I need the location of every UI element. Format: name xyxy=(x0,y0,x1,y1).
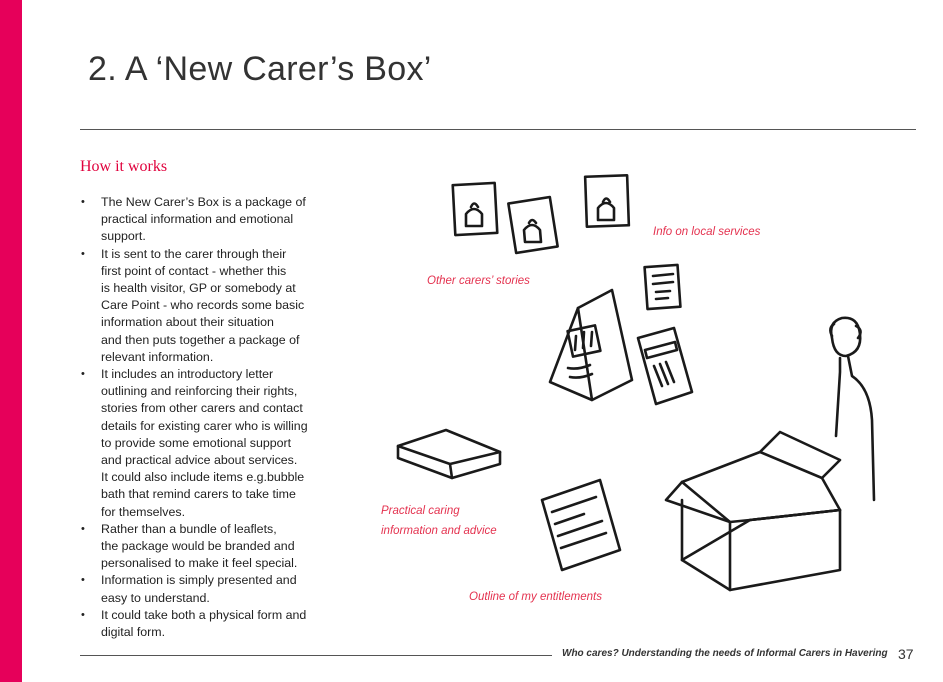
page-number: 37 xyxy=(898,646,914,662)
section-heading: How it works xyxy=(80,158,168,175)
footer-divider xyxy=(80,655,552,656)
bullet-list xyxy=(80,194,350,641)
new-carers-box-illustration xyxy=(370,160,915,640)
footer-title: Who cares? Understanding the needs of Informal Carers in Havering xyxy=(562,648,888,659)
open-box-icon xyxy=(666,432,840,590)
bullet-item: • The New Carer’s Box is a package of practical information and emotional support. xyxy=(80,194,350,246)
label-entitlements: Outline of my entitlements xyxy=(469,591,602,603)
document-icon xyxy=(542,480,620,570)
bullet-item: • It could take both a physical form and digital form. xyxy=(80,607,350,641)
portrait-frame-icon xyxy=(508,197,557,253)
title-divider xyxy=(80,129,916,130)
page-title: 2. A ‘New Carer’s Box’ xyxy=(88,50,432,88)
bullet-item: • Information is simply presented and easy to understand. xyxy=(80,572,350,606)
bullet-item: • It includes an introductory letter outlining and reinforcing their rights, stories from other carers and contact details for existing carer who is willing to provide some emotional support and practical advice about services. It could also include items e.g.bubble bath that remind carers to take time for themselves. xyxy=(80,366,350,521)
leaflet-icon xyxy=(638,328,692,404)
bullet-item: • Rather than a bundle of leaflets, the package would be branded and personalised to make it feel special. xyxy=(80,521,350,573)
label-local-services: Info on local services xyxy=(653,226,761,238)
portrait-frame-icon xyxy=(585,175,629,226)
leaflet-icon xyxy=(645,265,681,309)
bullet-item: • It is sent to the carer through their first point of contact - whether this is health visitor, GP or somebody at Care Point - who records some basic information about their situation and then puts together a package of relevant information. xyxy=(80,246,350,366)
parcel-box-icon xyxy=(398,430,500,478)
portrait-frame-icon xyxy=(453,183,498,235)
label-carers-stories: Other carers’ stories xyxy=(427,275,530,287)
carer-figure-icon xyxy=(830,318,874,500)
label-practical-info: Practical caring information and advice xyxy=(381,505,497,537)
brochure-icon xyxy=(550,290,632,400)
pink-side-bar xyxy=(0,0,22,682)
